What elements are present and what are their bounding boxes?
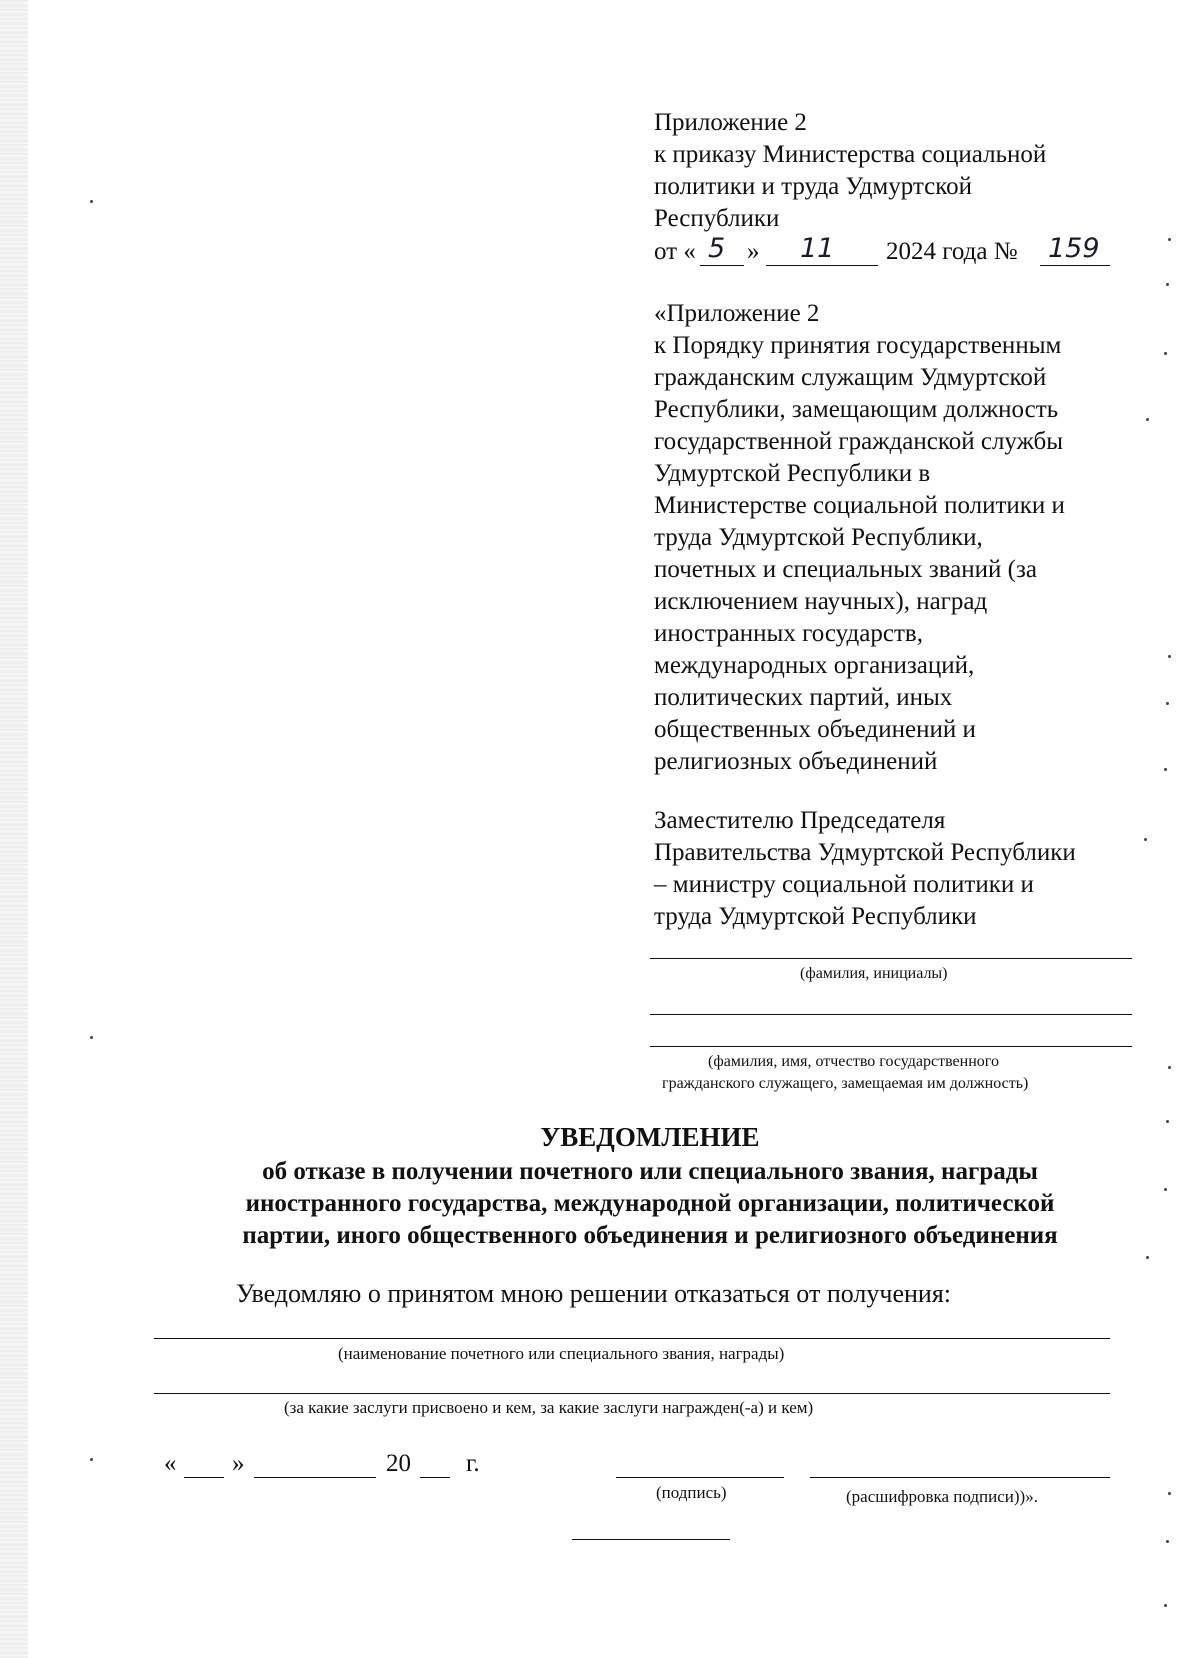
scan-speck <box>1164 1604 1167 1607</box>
month-underline <box>766 265 878 266</box>
addressee-line: труда Удмуртской Республики <box>654 903 977 930</box>
appendix-line: политических партий, иных <box>654 684 953 711</box>
appendix-line: труда Удмуртской Республики, <box>654 524 983 551</box>
appendix-line: иностранных государств, <box>654 620 923 647</box>
addressee-line: Правительства Удмуртской Республики <box>654 839 1076 866</box>
date-prefix: от « <box>654 238 696 265</box>
appendix-line: Республики, замещающим должность <box>654 396 1059 423</box>
scan-speck <box>1166 283 1169 286</box>
closing-divider <box>572 1539 730 1540</box>
notice-subtitle-line: партии, иного общественного объединения и религиозного объединения <box>242 1222 1058 1249</box>
scan-speck <box>1164 352 1167 355</box>
handwritten-day: 5 <box>708 233 726 264</box>
scan-speck <box>1166 1540 1169 1543</box>
name-caption: (фамилия, инициалы) <box>800 965 948 982</box>
order-line: политики и труда Удмуртской <box>654 173 972 200</box>
signature-blank <box>616 1477 784 1478</box>
appendix-line: Министерстве социальной политики и <box>654 492 1065 519</box>
number-underline <box>1040 265 1110 266</box>
employee-field-line-1 <box>650 1014 1132 1015</box>
scan-speck <box>1168 655 1171 658</box>
month-blank <box>254 1477 376 1478</box>
decode-blank <box>810 1477 1110 1478</box>
day-underline <box>700 265 744 266</box>
employee-field-line-2 <box>650 1046 1132 1047</box>
appendix-line: гражданским служащим Удмуртской <box>654 364 1047 391</box>
merit-field-line <box>154 1393 1110 1394</box>
year-suffix: г. <box>466 1450 480 1477</box>
order-line: Республики <box>654 205 780 232</box>
scan-speck <box>1168 1492 1171 1495</box>
appendix-line: государственной гражданской службы <box>654 428 1064 455</box>
decode-caption: (расшифровка подписи))». <box>846 1487 1038 1506</box>
notice-body: Уведомляю о принятом мною решении отказаться от получения: <box>236 1279 951 1308</box>
scan-speck <box>90 200 93 203</box>
addressee-line: – министру социальной политики и <box>654 871 1034 898</box>
award-field-line <box>154 1338 1110 1339</box>
date-open-quote: « <box>164 1450 177 1477</box>
day-blank <box>184 1477 224 1478</box>
appendix-line: религиозных объединений <box>654 748 938 775</box>
addressee-line: Заместителю Председателя <box>654 807 946 834</box>
merit-caption: (за какие заслуги присвоено и кем, за какие заслуги награжден(-а) и кем) <box>284 1398 814 1417</box>
scan-speck <box>1146 418 1149 421</box>
date-quote-close: » <box>747 238 760 265</box>
year-blank <box>420 1477 450 1478</box>
scan-speck <box>1166 702 1169 705</box>
handwritten-month: 11 <box>800 233 835 264</box>
date-close-quote: » <box>232 1450 245 1477</box>
appendix-line: исключением научных), наград <box>654 588 988 615</box>
appendix-line: международных организаций, <box>654 652 975 679</box>
order-line: к приказу Министерства социальной <box>654 141 1047 168</box>
appendix-line: общественных объединений и <box>654 716 976 743</box>
date-year-text: 2024 года № <box>886 238 1018 265</box>
scan-speck <box>1166 1120 1169 1123</box>
scan-speck <box>1168 238 1171 241</box>
scan-speck <box>1164 768 1167 771</box>
name-field-line <box>650 958 1132 959</box>
handwritten-number: 159 <box>1048 233 1100 264</box>
scan-speck <box>1164 1188 1167 1191</box>
appendix-line: почетных и специальных званий (за <box>654 556 1037 583</box>
scan-edge-shadow <box>0 0 28 1658</box>
scan-speck <box>90 1458 93 1461</box>
employee-caption-1: (фамилия, имя, отчество государственного <box>708 1053 999 1070</box>
year-prefix: 20 <box>386 1450 411 1477</box>
scan-speck <box>1144 838 1147 841</box>
scan-speck <box>1168 1066 1171 1069</box>
scan-speck <box>90 1036 93 1039</box>
appendix-line: к Порядку принятия государственным <box>654 332 1062 359</box>
appendix-line: Удмуртской Республики в <box>654 460 931 487</box>
notice-title: УВЕДОМЛЕНИЕ <box>540 1122 760 1152</box>
notice-subtitle-line: иностранного государства, международной организации, политической <box>245 1190 1055 1217</box>
notice-subtitle-line: об отказе в получении почетного или специального звания, награды <box>262 1158 1038 1185</box>
order-line: Приложение 2 <box>654 109 807 136</box>
appendix-line: «Приложение 2 <box>654 300 820 327</box>
signature-caption: (подпись) <box>656 1483 727 1502</box>
award-caption: (наименование почетного или специального звания, награды) <box>338 1344 785 1363</box>
scan-speck <box>1146 1256 1149 1259</box>
employee-caption-2: гражданского служащего, замещаемая им должность) <box>662 1075 1029 1092</box>
